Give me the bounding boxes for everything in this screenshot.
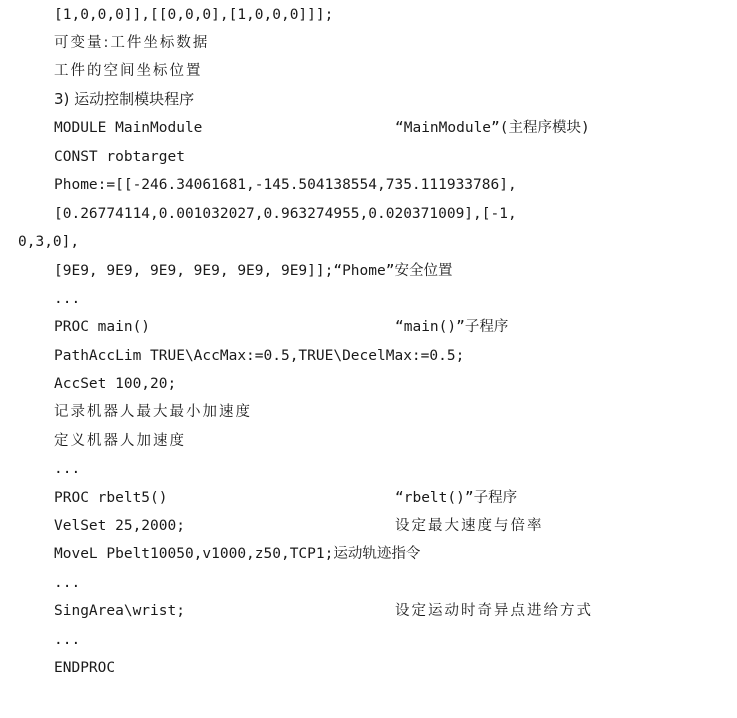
code-line-wrap	[0, 232, 80, 252]
annotation-text: “rbelt()”子程序	[395, 490, 518, 506]
comment-text: 记录机器人最大最小加速度	[54, 404, 252, 420]
code-line-quaternion	[0, 204, 517, 224]
code-line-movel	[0, 544, 421, 564]
code-text: AccSet 100,20;	[54, 376, 177, 392]
ellipsis-line	[0, 289, 81, 309]
code-text: ...	[54, 291, 81, 307]
annotation-text: “main()”子程序	[395, 319, 509, 335]
code-line-proc-rbelt5	[0, 488, 518, 508]
annotation-text: 设定运动时奇异点进给方式	[395, 603, 593, 619]
ellipsis-line	[0, 459, 81, 479]
code-text: VelSet 25,2000;	[54, 518, 185, 534]
ellipsis-line	[0, 630, 81, 650]
comment-text: 工件的空间坐标位置	[54, 63, 203, 79]
code-line-1	[0, 5, 334, 25]
annotation-text: 设定最大速度与倍率	[395, 518, 544, 534]
comment-line-define-acc	[0, 431, 186, 451]
code-line-module	[0, 118, 590, 138]
annotation-text: “MainModule”(主程序模块)	[395, 120, 590, 136]
code-text: 0,3,0],	[18, 234, 80, 250]
code-line-velset	[0, 516, 544, 536]
code-text: MoveL Pbelt10050,v1000,z50,TCP1;运动轨迹指令	[54, 546, 421, 562]
code-text: ENDPROC	[54, 660, 116, 676]
ellipsis-line	[0, 573, 81, 593]
code-line-accset	[0, 374, 177, 394]
code-text: PROC main()	[54, 319, 151, 335]
code-line-const	[0, 147, 185, 167]
code-line-pathacclim	[0, 346, 465, 366]
code-text: ...	[54, 461, 81, 477]
section-heading-text: 3) 运动控制模块程序	[54, 90, 195, 108]
comment-line-variable	[0, 33, 210, 53]
code-text: [1,0,0,0]],[[0,0,0],[1,0,0,0]]];	[54, 7, 334, 23]
code-text: MODULE MainModule	[54, 120, 203, 136]
code-text: PROC rbelt5()	[54, 490, 168, 506]
code-text: ...	[54, 575, 81, 591]
code-text: [9E9, 9E9, 9E9, 9E9, 9E9, 9E9]];“Phome”安全位置	[54, 263, 453, 279]
code-line-phome	[0, 175, 517, 195]
section-heading	[0, 89, 195, 109]
code-line-proc-main	[0, 317, 509, 337]
comment-line-position	[0, 61, 203, 81]
code-text: PathAccLim TRUE\AccMax:=0.5,TRUE\DecelMax:=0.5;	[54, 348, 465, 364]
code-text: SingArea\wrist;	[54, 603, 185, 619]
code-line-endproc	[0, 658, 116, 678]
code-text: [0.26774114,0.001032027,0.963274955,0.020371009],[-1,	[54, 206, 517, 222]
code-line-extax	[0, 261, 453, 281]
code-line-singarea	[0, 601, 593, 621]
comment-line-record-acc	[0, 402, 252, 422]
comment-text: 定义机器人加速度	[54, 433, 186, 449]
code-text: ...	[54, 632, 81, 648]
comment-text: 可变量:工件坐标数据	[54, 35, 210, 51]
code-text: CONST robtarget	[54, 149, 185, 165]
code-text: Phome:=[[-246.34061681,-145.504138554,735.111933786],	[54, 177, 517, 193]
